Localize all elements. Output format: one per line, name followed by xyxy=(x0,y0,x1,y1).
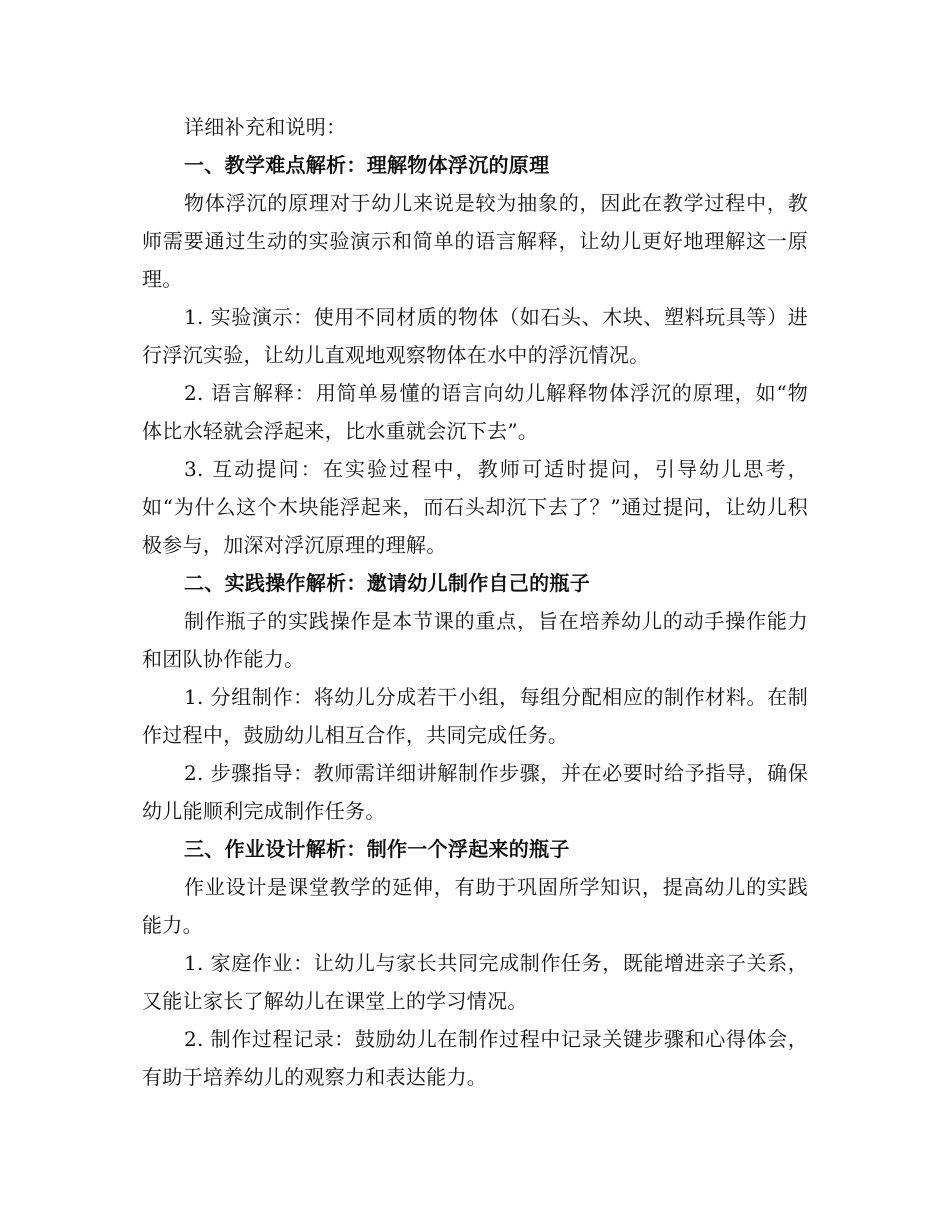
document-body xyxy=(142,108,808,1096)
section-1-paragraph: 物体浮沉的原理对于幼儿来说是较为抽象的，因此在教学过程中，教师需要通过生动的实验演示和简单的语言解释，让幼儿更好地理解这一原理。 xyxy=(142,191,808,291)
section-heading-1: 一、教学难点解析：理解物体浮沉的原理 xyxy=(184,153,550,177)
section-3-paragraph: 作业设计是课堂教学的延伸，有助于巩固所学知识，提高幼儿的实践能力。 xyxy=(142,875,808,937)
section-1-paragraph: 3. 互动提问：在实验过程中，教师可适时提问，引导幼儿思考，如“为什么这个木块能浮起来，而石头却沉下去了？”通过提问，让幼儿积极参与，加深对浮沉原理的理解。 xyxy=(142,457,808,557)
section-3-paragraph: 1. 家庭作业：让幼儿与家长共同完成制作任务，既能增进亲子关系，又能让家长了解幼儿在课堂上的学习情况。 xyxy=(142,951,808,1013)
intro-text: 详细补充和说明： xyxy=(184,115,347,139)
section-2-paragraph: 2. 步骤指导：教师需详细讲解制作步骤，并在必要时给予指导，确保幼儿能顺利完成制作任务。 xyxy=(142,761,808,823)
section-1-paragraph: 1. 实验演示：使用不同材质的物体（如石头、木块、塑料玩具等）进行浮沉实验，让幼儿直观地观察物体在水中的浮沉情况。 xyxy=(142,305,808,367)
section-1-paragraph: 2. 语言解释：用简单易懂的语言向幼儿解释物体浮沉的原理，如“物体比水轻就会浮起来，比水重就会沉下去”。 xyxy=(142,381,808,443)
section-heading-3: 三、作业设计解析：制作一个浮起来的瓶子 xyxy=(184,837,570,861)
section-3-paragraph: 2. 制作过程记录：鼓励幼儿在制作过程中记录关键步骤和心得体会，有助于培养幼儿的观察力和表达能力。 xyxy=(142,1027,808,1089)
section-2-paragraph: 制作瓶子的实践操作是本节课的重点，旨在培养幼儿的动手操作能力和团队协作能力。 xyxy=(142,609,808,671)
section-heading-2: 二、实践操作解析：邀请幼儿制作自己的瓶子 xyxy=(184,571,590,595)
section-2-paragraph: 1. 分组制作：将幼儿分成若干小组，每组分配相应的制作材料。在制作过程中，鼓励幼儿相互合作，共同完成任务。 xyxy=(142,685,808,747)
